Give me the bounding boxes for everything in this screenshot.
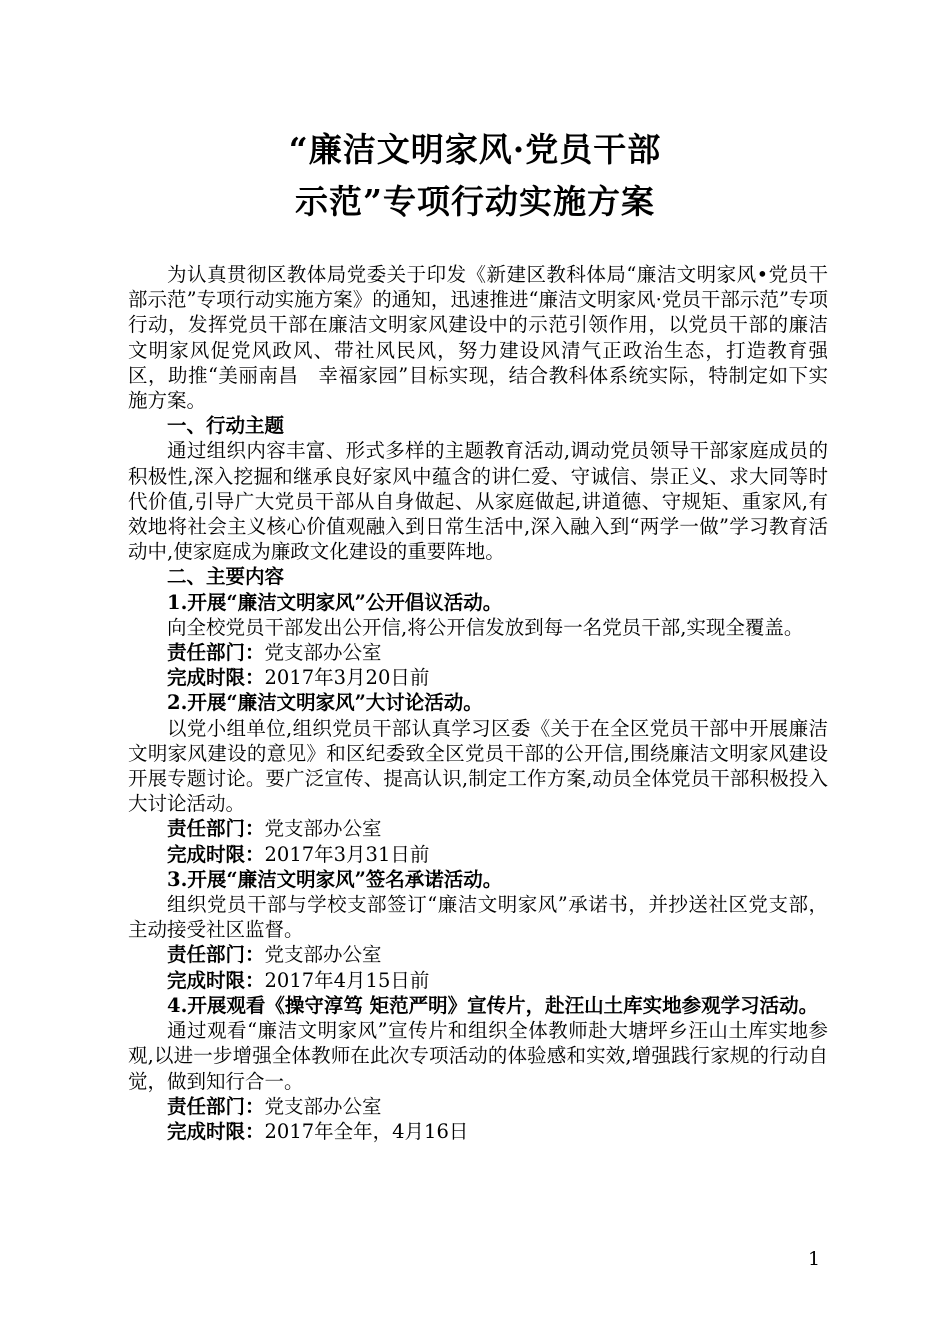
deadline-value: 2017年全年，4月16日 (264, 1119, 469, 1143)
deadline-value: 2017年3月31日前 (264, 842, 430, 866)
deadline-label: 完成时限： (167, 842, 265, 866)
item-2-heading: 2.开展“廉洁文明家风”大讨论活动。 (167, 691, 483, 715)
dept-label: 责任部门： (167, 641, 265, 665)
item-1-dept (128, 640, 828, 665)
item-3-deadline (128, 968, 828, 993)
section-1-text: 通过组织内容丰富、形式多样的主题教育活动,调动党员领导干部家庭成员的积极性,深入挖掘和继承良好家风中蕴含的讲仁爱、守诚信、崇正义、求大同等时代价值,引导广大党员干部从自身做起、从家庭做起,讲道德、守规矩、重家风,有效地将社会主义核心价值观融入到日常生活中,深入融入到“两学一做”学习教育活动中,使家庭成为廉政文化建设的重要阵地。 (128, 439, 828, 564)
dept-label: 责任部门： (167, 943, 265, 967)
deadline-label: 完成时限： (167, 968, 265, 992)
item-2-deadline (128, 842, 828, 867)
item-3-text: 组织党员干部与学校支部签订“廉洁文明家风”承诺书，并抄送社区党支部，主动接受社区监督。 (128, 893, 828, 942)
dept-value: 党支部办公室 (264, 641, 382, 665)
item-4-deadline (128, 1119, 828, 1144)
dept-label: 责任部门： (167, 1094, 265, 1118)
deadline-label: 完成时限： (167, 1119, 265, 1143)
page-number: 1 (808, 1248, 821, 1270)
item-4-text: 通过观看“廉洁文明家风”宣传片和组织全体教师赴大塘坪乡汪山土库实地参观,以进一步增强全体教师在此次专项活动的体验感和实效,增强践行家规的行动自觉，做到知行合一。 (128, 1019, 828, 1093)
item-2-text: 以党小组单位,组织党员干部认真学习区委《关于在全区党员干部中开展廉洁文明家风建设的意见》和区纪委致全区党员干部的公开信,围绕廉洁文明家风建设开展专题讨论。要广泛宣传、提高认识,制定工作方案,动员全体党员干部积极投入大讨论活动。 (128, 716, 828, 816)
dept-value: 党支部办公室 (264, 1094, 382, 1118)
document-title-line-1: “廉洁文明家风·党员干部 (288, 130, 662, 169)
deadline-value: 2017年3月20日前 (264, 666, 430, 690)
deadline-value: 2017年4月15日前 (264, 968, 430, 992)
dept-value: 党支部办公室 (264, 943, 382, 967)
deadline-label: 完成时限： (167, 666, 265, 690)
item-4-dept (128, 1094, 828, 1119)
document-title-line-2: 示范”专项行动实施方案 (295, 182, 655, 221)
item-1-deadline (128, 665, 828, 690)
item-3-heading: 3.开展“廉洁文明家风”签名承诺活动。 (167, 867, 503, 891)
section-2-heading: 二、主要内容 (167, 565, 285, 589)
item-4-heading: 4.开展观看《操守淳笃 矩范严明》宣传片，赴汪山土库实地参观学习活动。 (167, 993, 819, 1017)
dept-label: 责任部门： (167, 817, 265, 841)
section-1-heading: 一、行动主题 (167, 414, 285, 438)
item-2-dept (128, 816, 828, 841)
item-1-heading: 1.开展“廉洁文明家风”公开倡议活动。 (167, 590, 503, 614)
document-body (128, 262, 828, 1144)
dept-value: 党支部办公室 (264, 817, 382, 841)
item-3-dept (128, 942, 828, 967)
item-1-text: 向全校党员干部发出公开信,将公开信发放到每一名党员干部,实现全覆盖。 (167, 615, 804, 639)
intro-paragraph: 为认真贯彻区教体局党委关于印发《新建区教科体局“廉洁文明家风•党员干部示范”专项行动实施方案》的通知，迅速推进“廉洁文明家风·党员干部示范”专项行动，发挥党员干部在廉洁文明家风建设中的示范引领作用，以党员干部的廉洁文明家风促党风政风、带社风民风，努力建设风清气正政治生态，打造教育强区，助推“美丽南昌 幸福家园”目标实现，结合教科体系统实际，特制定如下实施方案。 (128, 263, 828, 413)
